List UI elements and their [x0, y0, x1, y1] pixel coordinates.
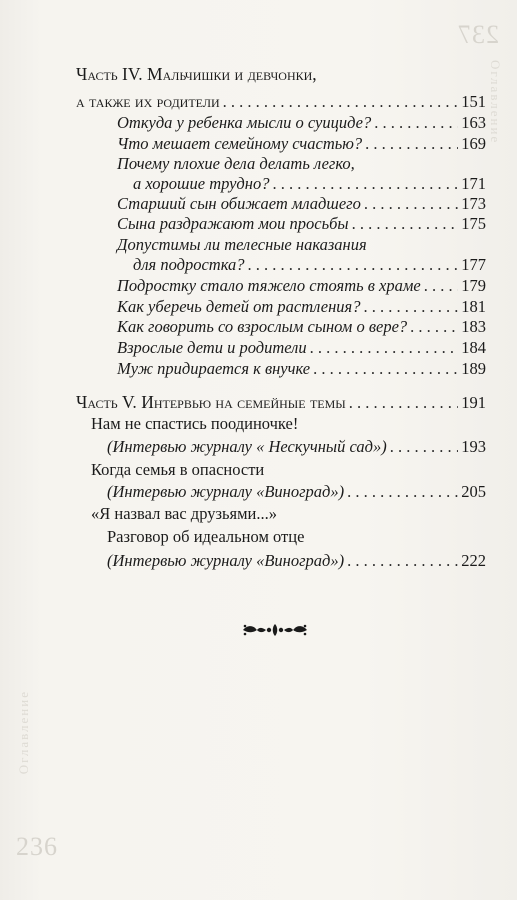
toc-item[interactable]: Взрослые дети и родители . . . 184: [117, 338, 486, 358]
toc-item-line1: Допустимы ли телесные наказания: [117, 235, 367, 254]
part4-page: 151: [461, 92, 486, 111]
part5-title: Интервью на семейные темы: [141, 392, 346, 412]
toc-item[interactable]: Муж придирается к внучке . . . 189: [117, 359, 486, 379]
section-title: «Я назвал вас друзьями...»: [91, 504, 278, 523]
toc-item[interactable]: а хорошие трудно? . . . 171: [133, 174, 486, 194]
toc-item[interactable]: Что мешает семейному счастью? . . . 169: [117, 134, 486, 154]
bleed-through-page-number: 237: [457, 20, 499, 49]
part5-label: Часть V.: [76, 392, 137, 412]
interview-title: Нам не спастись поодиночке!: [91, 414, 299, 433]
part4-title-row[interactable]: [76, 91, 486, 112]
part4-heading: [76, 63, 317, 85]
toc-item[interactable]: Подростку стало тяжело стоять в храме . . . 179: [117, 276, 486, 296]
toc-item[interactable]: Как говорить со взрослым сыном о вере? . . . 183: [117, 317, 486, 337]
interview-entry[interactable]: (Интервью журналу «Виноград») . . . 222: [107, 551, 486, 571]
toc-item[interactable]: для подростка? . . . 177: [133, 255, 486, 275]
part4-title-line2: а также их родители: [76, 91, 220, 111]
toc-item-line1: Почему плохие дела делать легко,: [117, 154, 355, 173]
part4-label: Часть IV.: [76, 64, 143, 84]
interview-entry[interactable]: (Интервью журналу « Нескучный сад») . . . 193: [107, 437, 486, 457]
decorative-ornament-icon: [241, 621, 309, 639]
part5-title-row[interactable]: [76, 392, 486, 413]
toc-item[interactable]: Как уберечь детей от растления? . . . 181: [117, 297, 486, 317]
toc-item[interactable]: Старший сын обижает младшего . . . 173: [117, 194, 486, 214]
bleed-through-page-number-bottom: 236: [16, 832, 58, 861]
leader-dots: [223, 92, 459, 112]
interview-title: Разговор об идеальном отце: [107, 527, 305, 546]
interview-entry[interactable]: (Интервью журналу «Виноград») . . . 205: [107, 482, 486, 502]
toc-item[interactable]: Сына раздражают мои просьбы . . . 175: [117, 214, 486, 234]
part4-title-line1: Мальчишки и девчонки,: [147, 64, 317, 84]
toc-item[interactable]: Откуда у ребенка мысли о суициде? . . . 163: [117, 113, 486, 133]
bleed-through-side-text-bottom: Оглавление: [16, 690, 31, 775]
leader-dots: [349, 393, 458, 413]
interview-title: Когда семья в опасности: [91, 460, 265, 479]
part5-page: 191: [461, 393, 486, 412]
bleed-through-side-text: Оглавление: [488, 60, 503, 145]
